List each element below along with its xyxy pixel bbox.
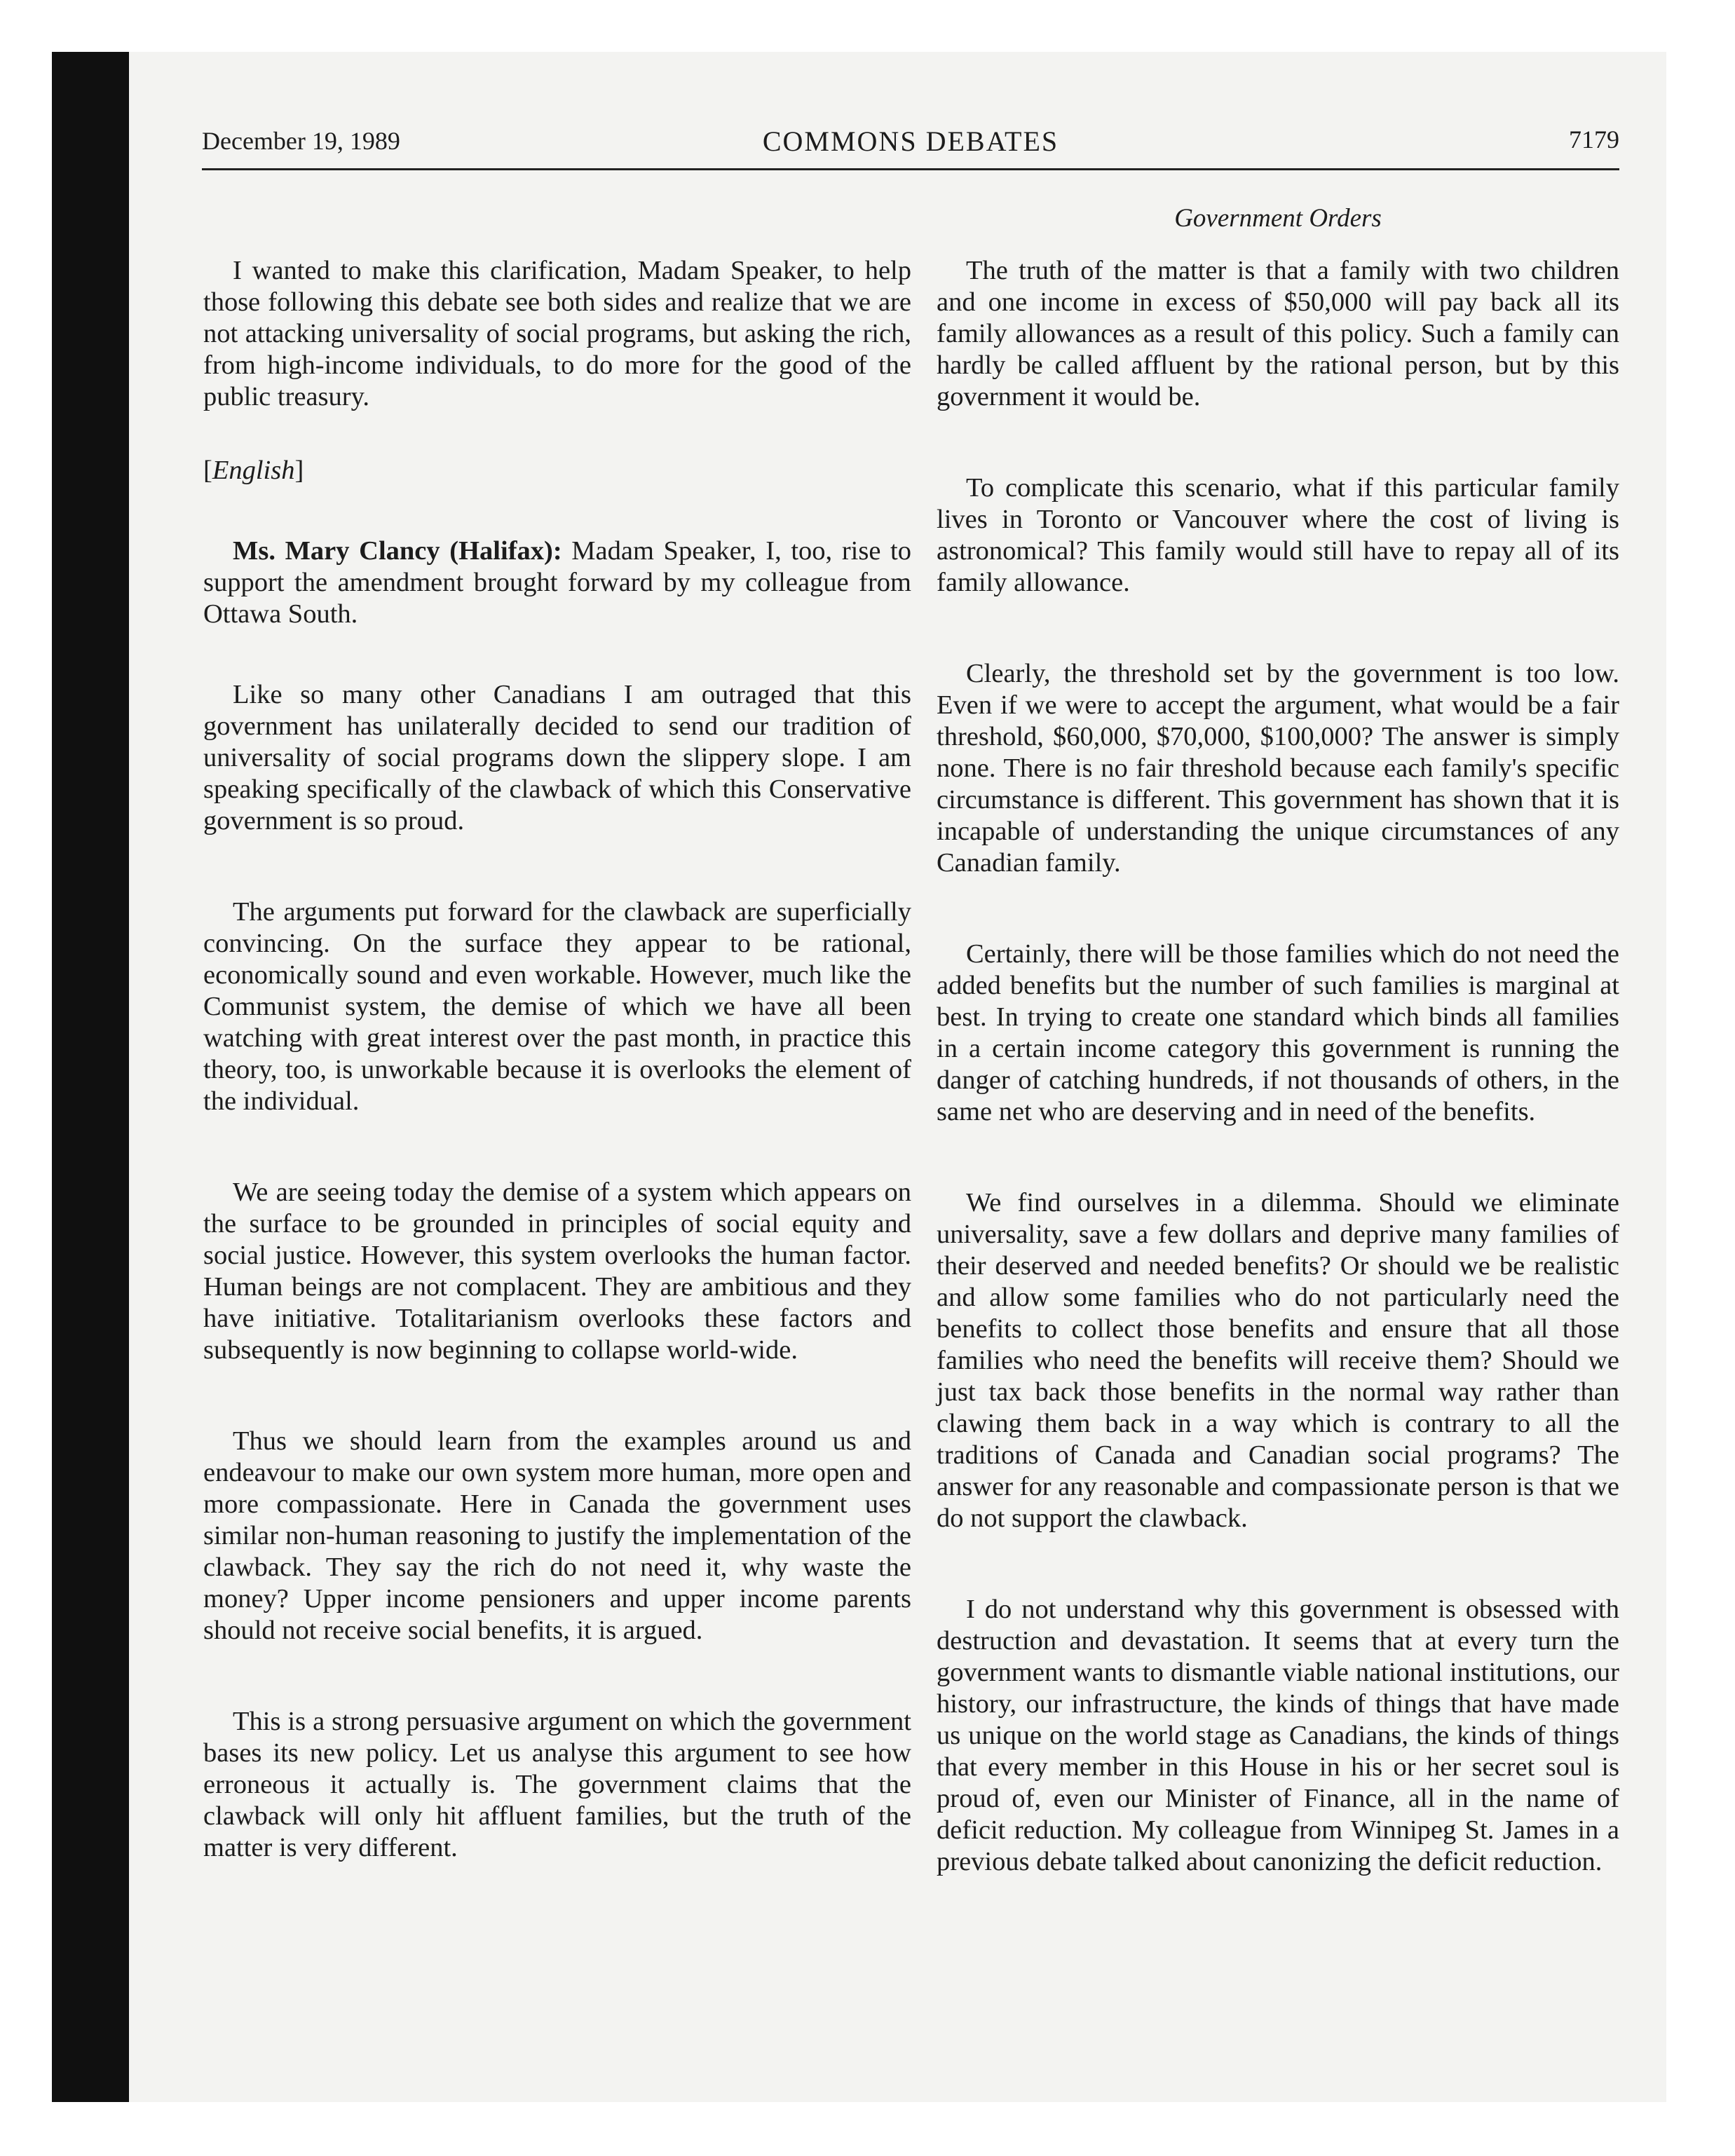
paragraph: The arguments put forward for the clawback are superficially convincing. On the surface they appear to be rational, economically sound and even workable. However, much like the Communist system, the demise of which we have all been watching with great interest over the past month, in practice this theory, too, is unworkable because it is overlooks the element of the individual. [203, 897, 911, 1116]
speaker-paragraph: Ms. Mary Clancy (Halifax): Madam Speaker, I, too, rise to support the amendment brought forward by my colleague from Ottawa South. [203, 536, 911, 629]
language-tag: [English] [203, 456, 304, 485]
paragraph: The truth of the matter is that a family with two children and one income in excess of $50,000 will pay back all its family allowances as a result of this policy. Such a family can hardly be called affluent by the rational person, but by this government it would be. [937, 256, 1619, 411]
paragraph: Certainly, there will be those families which do not need the added benefits but the number of such families is marginal at best. In trying to create one standard which binds all families in a certain income category this government is running the danger of catching hundreds, if not thousands of others, in the same net who are deserving and in need of the benefits. [937, 939, 1619, 1126]
paragraph: To complicate this scenario, what if this particular family lives in Toronto or Vancouver where the cost of living is astronomical? This family would still have to repay all of its family allowance. [937, 473, 1619, 597]
header-date: December 19, 1989 [202, 127, 400, 155]
paragraph: We find ourselves in a dilemma. Should we eliminate universality, save a few dollars and deprive many families of their deserved and needed benefits? Or should we be realistic and allow some families who do not particularly need the benefits to collect those benefits and ensure that all those families who need the benefits will receive them? Should we just tax back those benefits in the normal way rather than clawing them back in a way which is contrary to all the traditions of Canada and Canadian social programs? The answer for any reasonable and compassionate person is that we do not support the clawback. [937, 1188, 1619, 1533]
paragraph: I wanted to make this clarification, Madam Speaker, to help those following this debate see both sides and realize that we are not attacking universality of social programs, but asking the rich, from high-income individuals, to do more for the good of the public treasury. [203, 256, 911, 411]
right-column [937, 255, 1619, 1878]
paragraph: Like so many other Canadians I am outraged that this government has unilaterally decided to send our tradition of universality of social programs down the slippery slope. I am speaking specifically of the clawback of which this Conservative government is so proud. [203, 680, 911, 835]
paragraph: This is a strong persuasive argument on which the government bases its new policy. Let us analyse this argument to see how erroneous it actually is. The government claims that the clawback will only hit affluent families, but the truth of the matter is very different. [203, 1707, 911, 1862]
paragraph: Clearly, the threshold set by the government is too low. Even if we were to accept the argument, what would be a fair threshold, $60,000, $70,000, $100,000? The answer is simply none. There is no fair threshold because each family's specific circumstance is different. This government has shown that it is incapable of understanding the unique circumstances of any Canadian family. [937, 659, 1619, 878]
speaker-name: Ms. Mary Clancy (Halifax): [233, 536, 562, 566]
header-title: COMMONS DEBATES [762, 125, 1059, 157]
page-header [202, 123, 1619, 170]
binding-shadow [52, 52, 129, 2102]
paragraph: Thus we should learn from the examples around us and endeavour to make our own system more human, more open and more compassionate. Here in Canada the government uses similar non-human reasoning to justify the implementation of the clawback. They say the rich do not need it, why waste the money? Upper income pensioners and upper income parents should not receive social benefits, it is argued. [203, 1426, 911, 1645]
page-number: 7179 [1569, 125, 1619, 153]
paragraph: I do not understand why this government is obsessed with destruction and devastation. It seems that at every turn the government wants to dismantle viable national institutions, our history, our infrastructure, the kinds of things that have made us unique on the world stage as Canadians, the kinds of things that every member in this House in his or her secret soul is proud of, even our Minister of Finance, all in the name of deficit reduction. My colleague from Winnipeg St. James in a previous debate talked about canonizing the deficit reduction. [937, 1595, 1619, 1876]
section-title: Government Orders [1174, 204, 1382, 233]
left-column [203, 255, 911, 1864]
paragraph: We are seeing today the demise of a system which appears on the surface to be grounded in principles of social equity and social justice. However, this system overlooks the human factor. Human beings are not complacent. They are ambitious and they have initiative. Totalitarianism overlooks these factors and subsequently is now beginning to collapse world-wide. [203, 1178, 911, 1365]
